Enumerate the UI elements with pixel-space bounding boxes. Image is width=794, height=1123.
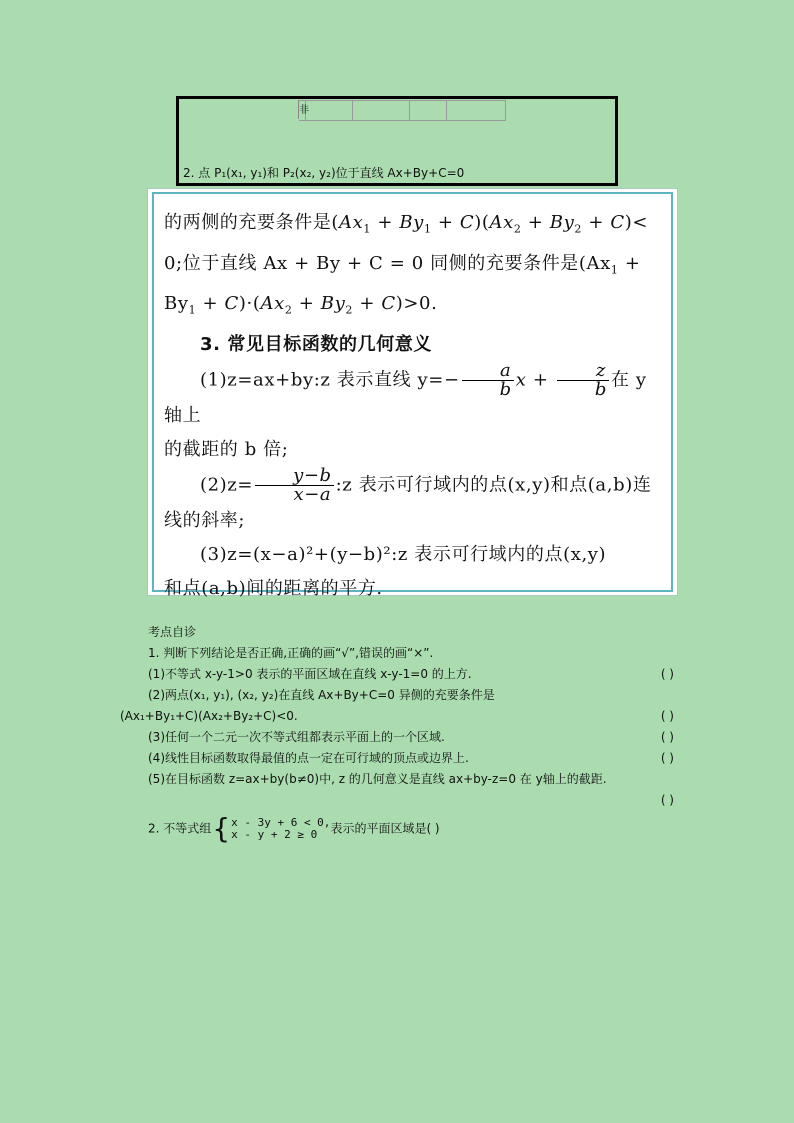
answer-blank[interactable]: ( ): [660, 793, 674, 807]
text: (1)不等式 x-y-1>0 表示的平面区域在直线 x-y-1=0 的上方.: [148, 667, 472, 681]
text: :z 表示可行域内的点(x,y)和点(a,b)连: [335, 474, 652, 496]
mini-table-cell: [306, 100, 353, 121]
header-frame: [176, 96, 618, 186]
frame-text-line: 2. 点 P₁(x₁, y₁)和 P₂(x₂, y₂)位于直线 Ax+By+C=0: [183, 166, 465, 180]
question-2: [120, 812, 680, 845]
inequality-line: x - 3y + 6 < 0,: [231, 816, 331, 829]
self-test-title: 考点自诊: [148, 625, 197, 639]
text: 2. 不等式组: [148, 821, 212, 836]
text: 0;位于直线 Ax + By + C = 0 同侧的充要条件是(Ax: [164, 252, 611, 274]
question-1-item-5-cont: [120, 790, 680, 811]
mini-table-cell: [353, 100, 410, 121]
text: (1)z=ax+by:z 表示直线 y=−: [200, 369, 460, 391]
summary-card: [147, 188, 678, 599]
answer-blank[interactable]: ( ): [660, 709, 674, 723]
card-heading: 3. 常见目标函数的几何意义: [200, 333, 433, 355]
answer-blank[interactable]: ( ): [660, 667, 674, 681]
question-1-item-1: [120, 664, 680, 685]
summary-card-inner: [152, 192, 673, 599]
mini-table-cell: [447, 100, 506, 121]
text: (3)任何一个二元一次不等式组都表示平面上的一个区域.: [148, 730, 445, 744]
card-item-2-cont: 线的斜率;: [164, 509, 246, 531]
card-item-1-cont: 的截距的 b 倍;: [164, 438, 289, 460]
question-1-item-3: [120, 727, 680, 748]
card-item-1: (1)z=ax+by:z 表示直线 y=− $\frac{a}{b}$ x + $\frac{z}{b}$ 在 y 轴上: [164, 359, 647, 426]
text: 在 y 轴上: [164, 369, 647, 426]
text: (2)z=: [200, 474, 254, 496]
question-1-item-2: (2)两点(x₁, y₁), (x₂, y₂)在直线 Ax+By+C=0 异侧的充要条件是: [148, 688, 495, 702]
text: (Ax₁+By₁+C)(Ax₂+By₂+C)<0.: [120, 709, 298, 723]
text: 表示的平面区域是( ): [330, 821, 440, 836]
text: By: [164, 293, 189, 315]
question-1-item-4: [120, 748, 680, 769]
text: (4)线性目标函数取得最值的点一定在可行域的顶点或边界上.: [148, 751, 469, 765]
inequality-line: x - y + 2 ≥ 0: [231, 828, 318, 841]
fraction-a-over-b: $\frac{a}{b}$: [462, 362, 514, 399]
mini-table-cell: [410, 100, 447, 121]
question-1: 1. 判断下列结论是否正确,正确的画“√”,错误的画“×”.: [148, 646, 434, 660]
fraction-slope: $\frac{y-b}{x-a}$: [255, 467, 334, 504]
card-item-2: [164, 464, 661, 505]
card-paragraph-1: 的两侧的充要条件是$(Ax_1 + By_1 + C)(Ax_2 + By_2 + C)< 0$;位于直线 Ax + By + C = 0 同侧的充要条件是$(Ax_1 + By_1 + C)\cdot(Ax_2 + By_2 + C)>0$.: [164, 212, 649, 317]
card-item-3: (3)z=(x−a)²+(y−b)²:z 表示可行域内的点(x,y): [200, 543, 607, 565]
answer-blank[interactable]: ( ): [660, 730, 674, 744]
mini-table: [298, 100, 506, 119]
fraction-z-over-b: $\frac{z}{b}$: [557, 362, 609, 399]
card-item-3-cont: 和点(a,b)间的距离的平方.: [164, 577, 383, 599]
answer-blank[interactable]: ( ): [660, 751, 674, 765]
mini-table-cell: 非: [299, 100, 306, 121]
inequality-system: { x - 3y + 6 < 0, x - y + 2 ≥ 0: [212, 812, 331, 845]
self-test-section: [120, 622, 680, 843]
question-1-item-5: (5)在目标函数 z=ax+by(b≠0)中, z 的几何意义是直线 ax+by-z=0 在 y轴上的截距.: [148, 772, 607, 786]
question-1-item-2-cont: [120, 706, 680, 727]
text: 的两侧的充要条件是(: [164, 212, 340, 233]
